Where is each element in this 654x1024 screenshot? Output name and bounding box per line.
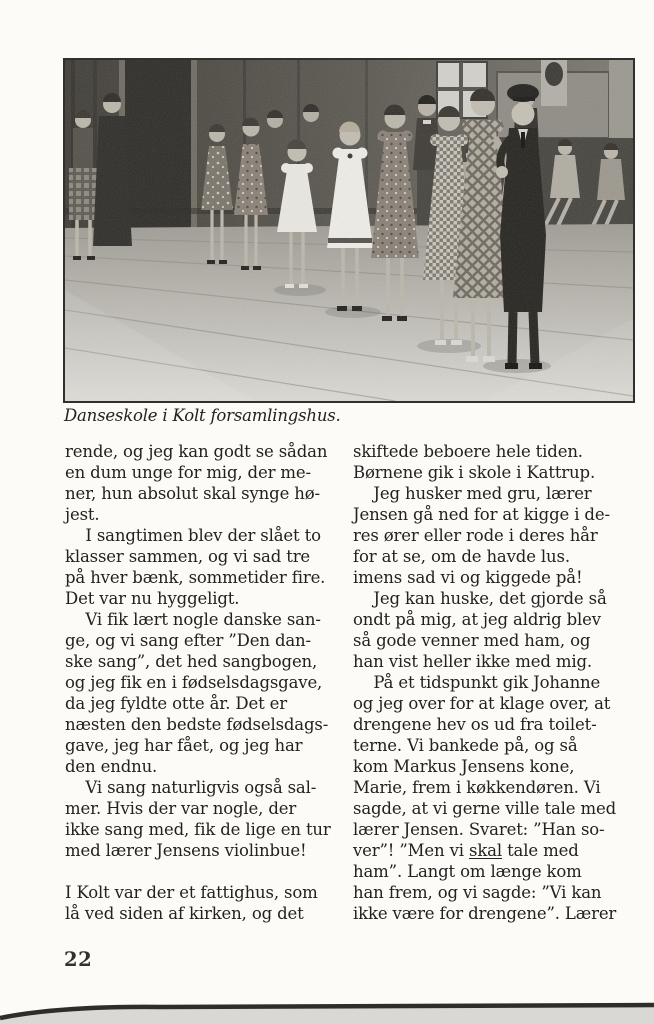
- text-column-right: [353, 441, 616, 924]
- text-line: ner, hun absolut skal synge hø-: [65, 484, 320, 503]
- text-line: han vist heller ikke med mig.: [353, 652, 593, 671]
- text-line: Vi sang naturligvis også sal-: [65, 778, 317, 797]
- page-number: 22: [64, 948, 93, 971]
- text-line: på hver bænk, sommetider fire.: [65, 568, 326, 587]
- text-line: res ører eller rode i deres hår: [353, 526, 598, 545]
- text-line: da jeg fyldte otte år. Det er: [65, 694, 288, 713]
- text-line: I Kolt var der et fattighus, som: [65, 883, 318, 902]
- text-line: Marie, frem i køkkendøren. Vi: [353, 778, 601, 797]
- text-line: Jeg husker med gru, lærer: [353, 484, 592, 503]
- text-line: Jensen gå ned for at kigge i de-: [353, 505, 610, 524]
- text-line: rende, og jeg kan godt se sådan: [65, 442, 328, 461]
- text-line: mer. Hvis der var nogle, der: [65, 799, 297, 818]
- text-line: ikke sang med, fik de lige en tur: [65, 820, 331, 839]
- text-line: Det var nu hyggeligt.: [65, 589, 240, 608]
- text-line: ske sang”, det hed sangbogen,: [65, 652, 318, 671]
- text-line: og jeg over for at klage over, at: [353, 694, 611, 713]
- text-line: næsten den bedste fødselsdags-: [65, 715, 329, 734]
- photo-grain-overlay: [65, 60, 633, 401]
- text-line: jest.: [65, 505, 100, 524]
- text-line: ondt på mig, at jeg aldrig blev: [353, 610, 601, 629]
- text-line: skiftede beboere hele tiden.: [353, 442, 583, 461]
- text-line: den endnu.: [65, 757, 158, 776]
- text-line: så gode venner med ham, og: [353, 631, 591, 650]
- text-line: og jeg fik en i fødselsdagsgave,: [65, 673, 323, 692]
- text-line: ham”. Langt om længe kom: [353, 862, 582, 881]
- text-line: Vi fik lært nogle danske san-: [65, 610, 321, 629]
- text-line: terne. Vi bankede på, og så: [353, 736, 578, 755]
- text-line: drengene hev os ud fra toilet-: [353, 715, 597, 734]
- text-line: med lærer Jensens violinbue!: [65, 841, 307, 860]
- text-line: sagde, at vi gerne ville tale med: [353, 799, 617, 818]
- text-line: På et tidspunkt gik Johanne: [353, 673, 601, 692]
- text-line: imens sad vi og kiggede på!: [353, 568, 583, 587]
- text-line: Børnene gik i skole i Kattrup.: [353, 463, 596, 482]
- text-line: lærer Jensen. Svaret: ”Han so-: [353, 820, 605, 839]
- text-line: han frem, og vi sagde: ”Vi kan: [353, 883, 602, 902]
- text-line: klasser sammen, og vi sad tre: [65, 547, 311, 566]
- text-line: en dum unge for mig, der me-: [65, 463, 311, 482]
- text-line: [65, 861, 331, 882]
- scan-bottom-edge: [0, 996, 654, 1024]
- photo-illustration: [65, 60, 633, 401]
- text-line: Jeg kan huske, det gjorde så: [353, 589, 607, 608]
- text-column-left: [65, 441, 331, 924]
- photo-caption: Danseskole i Kolt forsamlingshus.: [64, 406, 341, 425]
- text-line: I sangtimen blev der slået to: [65, 526, 321, 545]
- text-line: for at se, om de havde lus.: [353, 547, 570, 566]
- text-line: ver”! ”Men vi skal tale med: [353, 841, 579, 860]
- text-line: ikke være for drengene”. Lærer: [353, 904, 617, 923]
- dance-school-photo: [63, 58, 635, 403]
- text-line: ge, og vi sang efter ”Den dan-: [65, 631, 311, 650]
- text-line: kom Markus Jensens kone,: [353, 757, 575, 776]
- text-line: gave, jeg har fået, og jeg har: [65, 736, 303, 755]
- text-line: lå ved siden af kirken, og det: [65, 904, 304, 923]
